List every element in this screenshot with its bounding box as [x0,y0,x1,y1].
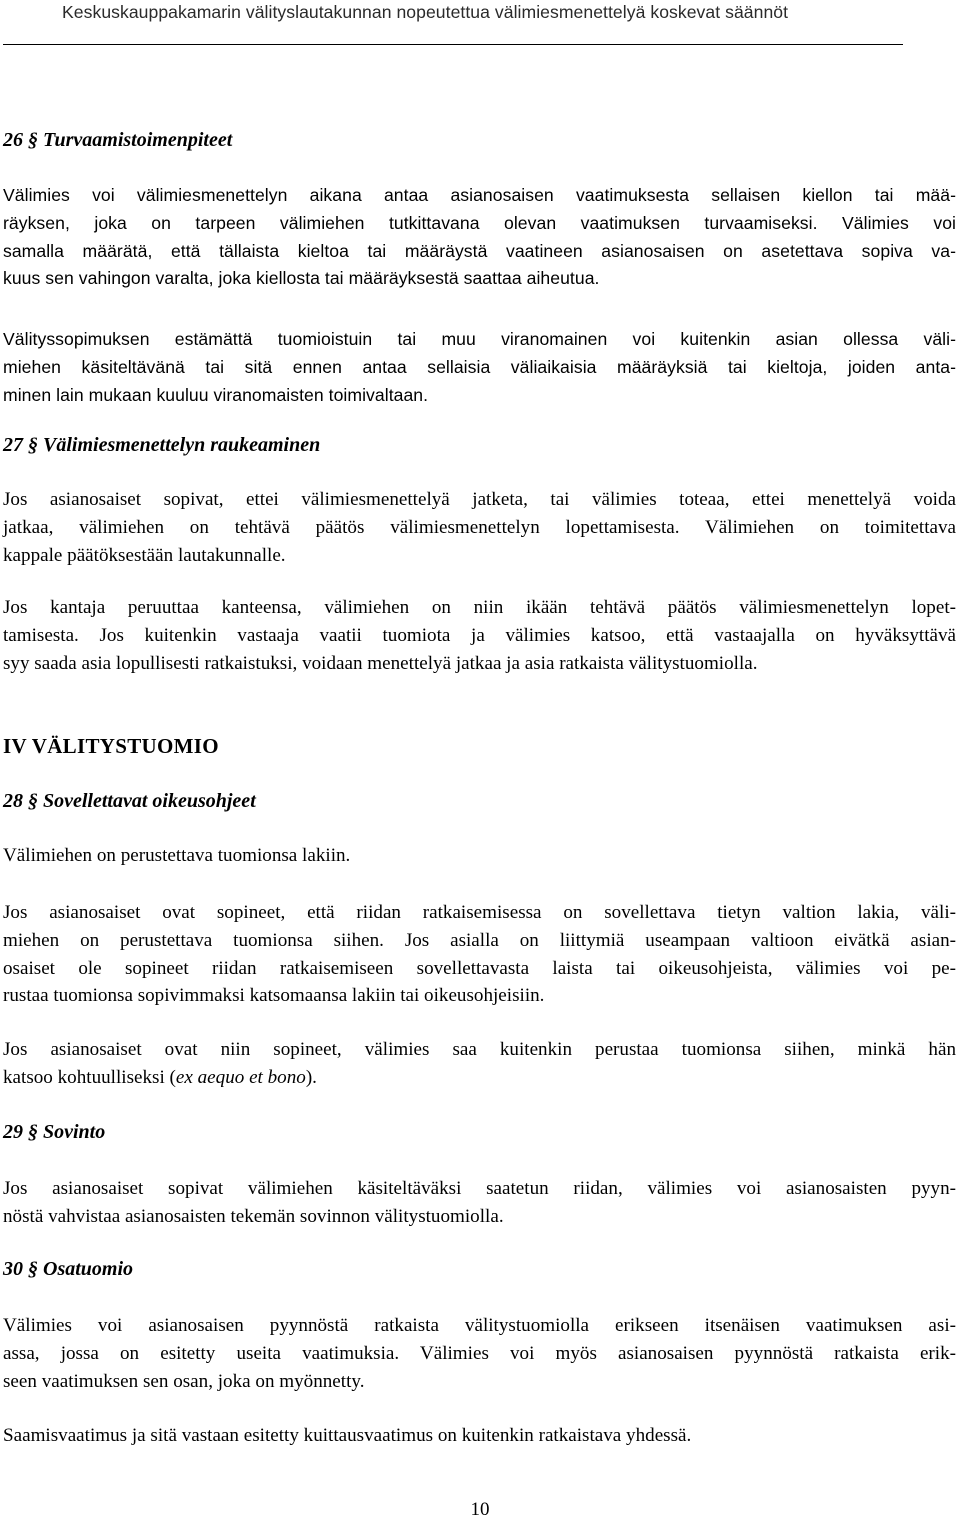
paragraph-30-1 [3,1312,956,1395]
text-line: samalla määrätä, että tällaista kieltoa tai määräystä vaatineen asianosaisen on asetettava sopiva va- [3,240,956,261]
paragraph-28-1 [3,842,956,870]
text-line: kuus sen vahingon varalta, joka kiellosta tai määräyksestä saattaa aiheutua. [3,268,600,289]
text-line [3,1064,956,1092]
text-fragment: katsoo kohtuulliseksi ( [3,1066,176,1088]
paragraph-26-1 [3,182,956,293]
paragraph-26-2 [3,326,956,409]
text-line: syy saada asia lopullisesti ratkaistuksi, voidaan menettelyä jatkaa ja asia ratkaista välitystuomiolla. [3,652,758,674]
text-line: osaiset ole sopineet riidan ratkaisemiseen sovellettavasta laista tai oikeusohjeista, välimies voi pe- [3,957,956,979]
paragraph-28-2 [3,899,956,1010]
text-line: jatkaa, välimiehen on tehtävä päätös välimiesmenettelyn lopettamisesta. Välimiehen on toimitettava [3,516,956,538]
paragraph-30-2 [3,1422,956,1450]
text-line: Saamisvaatimus ja sitä vastaan esitetty kuittausvaatimus on kuitenkin ratkaistava yhdessä. [3,1425,692,1446]
section-heading-28: 28 § Sovellettavat oikeusohjeet [3,790,256,812]
section-heading-29: 29 § Sovinto [3,1121,106,1143]
text-line: tamisesta. Jos kuitenkin vastaaja vaatii tuomiota ja välimies katsoo, että vastaajalla on hyväksyttävä [3,624,956,646]
paragraph-27-2 [3,594,956,677]
section-heading-26: 26 § Turvaamistoimenpiteet [3,129,233,151]
text-line: miehen on perustettava tuomionsa siihen. Jos asialla on liittymiä useampaan valtioon eivätkä asian- [3,929,956,951]
text-fragment: ). [305,1066,317,1088]
chapter-title: IV VÄLITYSTUOMIO [3,734,219,758]
text-line: assa, jossa on esitetty useita vaatimuksia. Välimies voi myös asianosaisen pyynnöstä ratkaista erik- [3,1342,956,1364]
text-line: Jos asianosaiset ovat sopineet, että riidan ratkaisemisessa on sovellettava tietyn valtion lakia, väli- [3,902,956,923]
text-line: Jos kantaja peruuttaa kanteensa, välimiehen on niin ikään tehtävä päätös välimiesmenettelyn lopet- [3,597,956,618]
page-number: 10 [470,1499,490,1520]
section-heading-27: 27 § Välimiesmenettelyn raukeaminen [3,434,321,456]
text-line: Jos asianosaiset sopivat, ettei välimiesmenettelyä jatketa, tai välimies toteaa, ettei menettelyä voida [3,489,956,510]
text-line: Välityssopimuksen estämättä tuomioistuin tai muu viranomainen voi kuitenkin asian ollessa väli- [3,329,956,349]
text-line: rustaa tuomionsa sopivimmaksi katsomaansa lakiin tai oikeusohjeisiin. [3,985,545,1007]
latin-phrase: ex aequo et bono [175,1066,306,1088]
text-line: nöstä vahvistaa asianosaisten tekemän sovinnon välitystuomiolla. [3,1205,504,1227]
text-line: seen vaatimuksen sen osan, joka on myönnetty. [3,1370,365,1392]
text-line: Jos asianosaiset ovat niin sopineet, välimies saa kuitenkin perustaa tuomionsa siihen, minkä hän [3,1039,956,1060]
text-line: miehen käsiteltävänä tai sitä ennen antaa sellaisia väliaikaisia määräyksiä tai kieltoja, joiden anta- [3,356,956,377]
paragraph-27-1 [3,486,956,569]
text-line: Välimies voi välimiesmenettelyn aikana antaa asianosaisen vaatimuksesta sellaisen kiellon tai mää- [3,185,956,205]
paragraph-29-1 [3,1175,956,1231]
text-line: Välimiehen on perustettava tuomionsa lakiin. [3,845,351,866]
text-line: Jos asianosaiset sopivat välimiehen käsiteltäväksi saatetun riidan, välimies voi asianosaisten pyyn- [3,1178,956,1199]
header-divider [3,44,903,45]
text-line: kappale päätöksestään lautakunnalle. [3,544,286,566]
section-heading-30: 30 § Osatuomio [3,1258,134,1280]
text-line: Välimies voi asianosaisen pyynnöstä ratkaista välitystuomiolla erikseen itsenäisen vaatimuksen asi- [3,1315,956,1336]
paragraph-28-3 [3,1036,956,1092]
text-line: räyksen, joka on tarpeen välimiehen tutkittavana olevan vaatimuksen turvaamiseksi. Välimies voi [3,212,956,233]
running-header: Keskuskauppakamarin välityslautakunnan nopeutettua välimiesmenettelyä koskevat säännöt [62,2,789,22]
text-line: minen lain mukaan kuuluu viranomaisten toimivaltaan. [3,384,429,405]
